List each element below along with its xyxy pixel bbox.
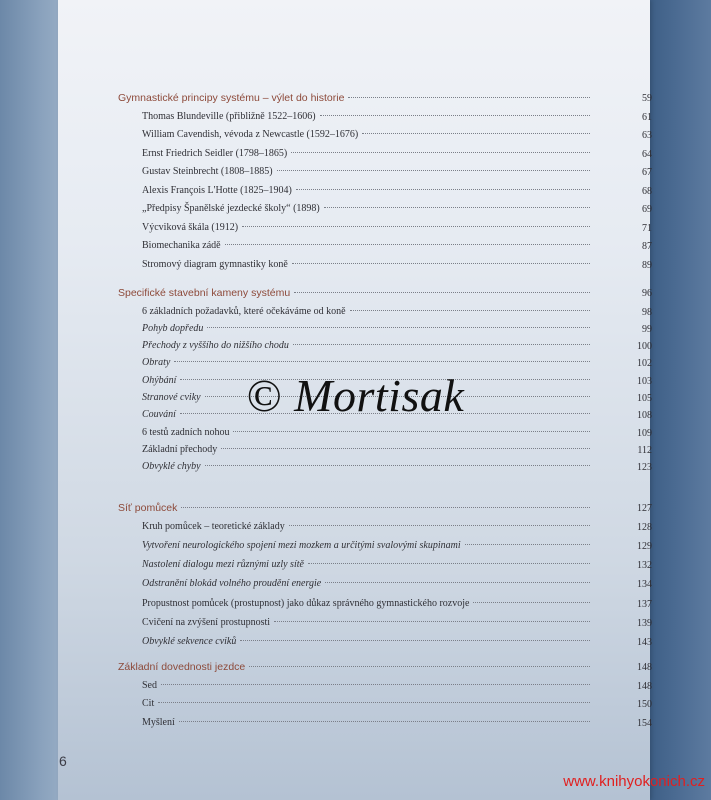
dot-leader [233,431,590,432]
toc-entry[interactable] [142,444,594,460]
toc-entry-page: 103 [637,375,652,387]
toc-entry-title: Přechody z vyššího do nižšího chodu [142,340,289,352]
page-number: 6 [59,753,67,769]
toc-entry[interactable] [142,166,594,182]
dot-leader [161,684,590,685]
toc-entry-page: 129 [637,540,652,552]
dot-leader [362,133,590,134]
toc-entry[interactable] [142,521,594,537]
toc-entry-page: 102 [637,358,652,370]
toc-entry[interactable] [142,717,594,733]
toc-entry[interactable] [142,222,594,238]
dot-leader [242,226,590,227]
dot-leader [179,721,590,722]
toc-section-heading-title: Síť pomůcek [118,502,178,514]
toc-entry-title: Alexis François L'Hotte (1825–1904) [142,184,292,196]
dot-leader [350,310,590,311]
toc-entry-title: Myšlení [142,716,175,728]
toc-entry-page: 100 [637,341,652,353]
dot-leader [308,563,590,564]
toc-entry[interactable] [142,240,594,256]
toc-entry[interactable] [142,461,594,477]
toc-entry-page: 132 [637,560,652,572]
dot-leader [348,97,590,98]
toc-section-heading-title: Gymnastické principy systému – výlet do historie [118,92,345,104]
toc-entry-title: Pohyb dopředu [142,322,204,334]
toc-entry-page: 109 [637,427,652,439]
toc-entry-page: 67 [642,167,652,178]
toc-entry-title: „Předpisy Španělské jezdecké školy“ (1898) [142,203,320,214]
toc-entry-title: William Cavendish, vévoda z Newcastle (1592–1676) [142,129,359,140]
toc-entry[interactable] [142,617,594,633]
toc-entry[interactable] [142,540,594,556]
toc-entry-title: Propustnost pomůcek (prostupnost) jako důkaz správného gymnastického rozvoje [142,597,470,609]
toc-entry-title: Kruh pomůcek – teoretické základy [142,520,285,532]
toc-entry-title: Gustav Steinbrecht (1808–1885) [142,166,273,177]
toc-entry-page: 63 [642,130,652,141]
toc-entry[interactable] [142,698,594,714]
toc-section-heading-page: 148 [637,662,652,673]
toc-entry-page: 154 [637,717,652,729]
toc-entry[interactable] [142,636,594,652]
toc-entry[interactable] [142,559,594,575]
toc-entry-page: 150 [637,699,652,710]
toc-section-heading[interactable] [118,92,594,108]
toc-entry-title: 6 testů zadních nohou [142,426,230,438]
toc-entry-page: 69 [642,204,652,215]
toc-section-heading-page: 96 [642,288,652,299]
dot-leader [174,361,590,362]
toc-entry[interactable] [142,203,594,219]
toc-entry[interactable] [142,129,594,145]
dot-leader [291,152,590,153]
toc-entry-page: 128 [637,521,652,533]
toc-entry-title: Sed [142,679,157,691]
dot-leader [289,525,590,526]
toc-section-heading[interactable] [118,287,594,303]
toc-entry-page: 64 [642,148,652,160]
dot-leader [325,582,590,583]
dot-leader [274,621,590,622]
toc-entry-page: 112 [637,444,652,456]
toc-entry-title: Odstranění blokád volného proudění energie [142,578,322,590]
toc-entry-page: 134 [637,579,652,591]
toc-entry[interactable] [142,148,594,164]
toc-entry-title: Ohýbání [142,374,177,386]
toc-entry-title: Nastolení dialogu mezi různými uzly sítě [142,559,304,571]
toc-entry-page: 143 [637,637,652,649]
toc-entry-page: 108 [637,410,652,422]
toc-entry[interactable] [142,578,594,594]
toc-entry-page: 105 [637,393,652,404]
toc-entry[interactable] [142,340,594,356]
copyright-symbol: © [246,370,283,421]
dot-leader [324,207,590,208]
toc-entry-title: Stromový diagram gymnastiky koně [142,258,288,270]
dot-leader [292,263,590,264]
toc-entry-page: 61 [642,111,652,123]
toc-entry[interactable] [142,259,594,275]
dot-leader [294,292,590,293]
website-link[interactable]: www.knihyokonich.cz [563,773,705,790]
toc-entry[interactable] [142,306,594,322]
dot-leader [320,115,590,116]
dot-leader [473,602,590,603]
watermark [0,369,711,422]
toc-entry-title: Obraty [142,357,171,369]
dot-leader [181,507,590,508]
toc-entry-title: Cvičení na zvýšení prostupnosti [142,617,271,628]
toc-entry-title: Vytvoření neurologického spojení mezi mozkem a určitými svalovými skupinami [142,539,461,551]
toc-entry-page: 139 [637,618,652,629]
toc-entry-title: Obvyklé sekvence cviků [142,636,237,648]
toc-entry-page: 89 [642,259,652,271]
toc-entry-title: 6 základních požadavků, které očekáváme od koně [142,305,346,317]
dot-leader [293,344,590,345]
toc-entry-page: 98 [642,306,652,318]
dot-leader [240,640,590,641]
dot-leader [225,244,590,245]
dot-leader [296,189,590,190]
toc-entry-title: Stranové cviky [142,392,201,403]
toc-entry-page: 71 [642,222,652,234]
toc-entry[interactable] [142,680,594,696]
toc-entry[interactable] [142,111,594,127]
toc-entry[interactable] [142,427,594,443]
dot-leader [465,544,590,545]
dot-leader [221,448,590,449]
dot-leader [207,327,590,328]
toc-entry-page: 148 [637,680,652,692]
toc-section-heading[interactable] [118,502,594,518]
toc-entry-title: Výcviková škála (1912) [142,221,239,233]
toc-entry-page: 99 [642,323,652,335]
toc-entry-title: Ernst Friedrich Seidler (1798–1865) [142,147,288,159]
dot-leader [277,170,590,171]
toc-section-heading-title: Specifické stavební kameny systému [118,287,291,299]
dot-leader [249,666,590,667]
toc-entry[interactable] [142,185,594,201]
toc-section-heading-page: 59 [642,93,652,104]
toc-entry-page: 123 [637,462,652,474]
toc-entry-page: 68 [642,185,652,197]
toc-entry-title: Cit [142,698,155,709]
toc-entry-title: Thomas Blundeville (přibližně 1522–1606) [142,110,316,122]
toc-entry-title: Couvání [142,409,176,421]
toc-entry-page: 87 [642,241,652,252]
toc-entry-title: Biomechanika zádě [142,240,221,251]
toc-section-heading-title: Základní dovednosti jezdce [118,661,246,673]
toc-section-heading-page: 127 [637,503,652,514]
toc-entry-title: Obvyklé chyby [142,461,201,473]
toc-entry[interactable] [142,598,594,614]
dot-leader [205,465,590,466]
toc-entry-title: Základní přechody [142,443,218,455]
toc-entry[interactable] [142,323,594,339]
toc-section-heading[interactable] [118,661,594,677]
watermark-text: Mortisak [294,370,465,421]
toc-entry-page: 137 [637,598,652,610]
dot-leader [158,702,590,703]
